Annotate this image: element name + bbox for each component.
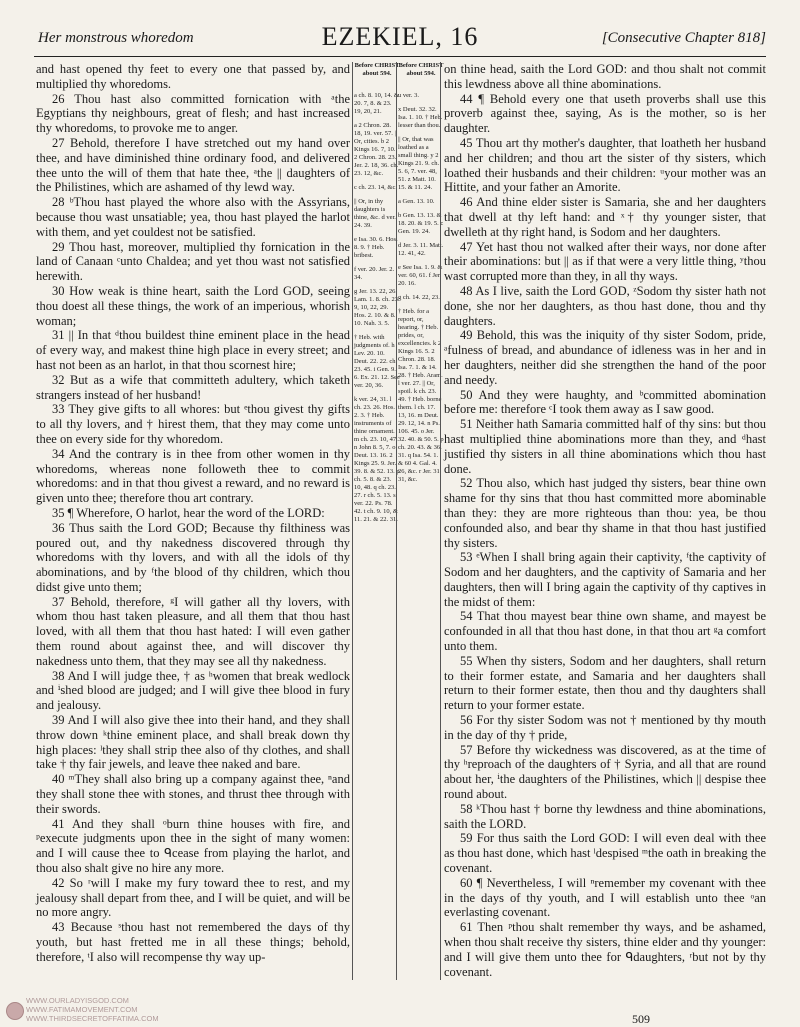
verse-paragraph: and hast opened thy feet to every one that passed by, and multiplied thy whoredoms. bbox=[36, 62, 350, 91]
cross-reference: g ch. 14. 22, 23. bbox=[398, 294, 440, 301]
cross-reference: || Or, that was loathed as a small thing. y 2 Kings 21. 9. ch. 5. 6, 7. ver. 48, 51. z Matt. 10. 15. & 11. 24. bbox=[398, 136, 440, 191]
running-head-right: [Consecutive Chapter 818] bbox=[601, 30, 766, 46]
page-header bbox=[28, 6, 772, 54]
verse-paragraph: 35 ¶ Wherefore, O harlot, hear the word of the LORD: bbox=[52, 505, 325, 520]
page-number: 509 bbox=[632, 1012, 650, 1026]
ref-head: Before CHRIST about 594. bbox=[398, 62, 444, 77]
verse-paragraph: 34 And the contrary is in thee from other women in thy whoredoms, whereas none followeth thee to commit whoredoms: and in that thou givest a reward, and no reward is given unto thee; therefore thou art contrary. bbox=[36, 446, 350, 506]
footer-links bbox=[26, 996, 159, 1023]
verse-paragraph: 40 ᵐThey shall also bring up a company against thee, ⁿand they shall stone thee with stones, and thrust thee through with their swords. bbox=[36, 772, 350, 816]
cross-reference: x Deut. 32. 32. Isa. 1. 10. † Heb. lesser than thou. bbox=[398, 106, 443, 129]
verse-paragraph: 39 And I will also give thee into their hand, and they shall throw down ᵏthine eminent place, and shall break down thy high places: ˡthey shall strip thee also of thy clothes, and shall take † thy fair jewels, and leave thee naked and bare. bbox=[36, 713, 350, 772]
right-text-column bbox=[444, 62, 766, 979]
ref-head: Before CHRIST about 594. bbox=[354, 62, 400, 77]
cross-reference: f ver. 20. Jer. 2. 34. bbox=[354, 266, 395, 281]
cross-reference: k ver. 24, 31. l ch. 23. 26. Hos. 2. 3. † Heb. instruments of thine ornament. m ch. 23. 10, 47. n John 8. 5, 7. o Deut. 13. 16. 2 Kings 25. 9. Jer. 39. 8. & 52. 13. p ch. 5. 8. & 23. 10, 48. q ch. 23. 27. r ch. 5. 13. s ver. 22. Ps. 78. 42. t ch. 9. 10, & 11. 21. & 22. 31. bbox=[354, 396, 400, 523]
verse-paragraph: 32 But as a wife that committeth adultery, which taketh strangers instead of her husband! bbox=[36, 372, 350, 402]
verse-paragraph: 57 Before thy wickedness was discovered, as at the time of thy ʰreproach of the daughters of † Syria, and all that are round about her, ⁱthe daughters of the Philistines, which || despise thee round about. bbox=[444, 742, 766, 802]
verse-paragraph: 60 ¶ Nevertheless, I will ⁿremember my covenant with thee in the days of thy youth, and I will establish unto thee ᵒan everlasting covenant. bbox=[444, 875, 766, 920]
verse-paragraph: 54 That thou mayest bear thine own shame, and mayest be confounded in all that thou hast done, in that thou art ᵍa comfort unto them. bbox=[444, 609, 766, 654]
left-text-column bbox=[36, 62, 350, 965]
verse-paragraph: 33 They give gifts to all whores: but ᵉthou givest thy gifts to all thy lovers, and † hirest them, that they may come unto thee on every side for thy whoredom. bbox=[36, 402, 350, 446]
cross-reference: † Heb. for a report, or, hearing. † Heb. prides, or, excellencies. k 2 Kings 16. 5. 2 Chron. 28. 18. Isa. 7. 1. & 14. 28. † Heb. Aram. l ver. 27. || Or, spoil. k ch. 23. 49. † Heb. borne them. l ch. 17. 13, 16. m Deut. 29. 12, 14. n Ps. 106. 45. o Jer. 32. 40. & 50. 5. p ch. 20. 43. & 36. 31. q Isa. 54. 1. & 60 4. Gal. 4. 26, &c. r Jer. 31. 31, &c. bbox=[398, 308, 444, 483]
verse-paragraph: 45 Thou art thy mother's daughter, that loatheth her husband and her children; and thou art the sister of thy sisters, which loathed their husbands and their children: ᵘyour mother was an Hittite, and your father an Amorite. bbox=[444, 135, 766, 195]
verse-paragraph: 27 Behold, therefore I have stretched out my hand over thee, and have diminished thine ordinary food, and delivered thee unto the will of them that hate thee, ᵃthe || daughters of the Philistines, which are ashamed of thy lewd way. bbox=[36, 135, 350, 195]
cross-reference: e Isa. 30. 6. Hos. 8. 9. † Heb. bribest. bbox=[354, 236, 398, 259]
verse-paragraph: 49 Behold, this was the iniquity of thy sister Sodom, pride, ᵃfulness of bread, and abundance of idleness was in her and in her daughters, neither did she strengthen the hand of the poor and needy. bbox=[444, 328, 766, 387]
verse-paragraph: 42 So ʳwill I make my fury toward thee to rest, and my jealousy shall depart from thee, and I will be quiet, and will be no more angry. bbox=[36, 875, 350, 920]
site-logo-icon bbox=[6, 1002, 24, 1020]
verse-paragraph: on thine head, saith the Lord GOD: and thou shalt not commit this lewdness above all thine abominations. bbox=[444, 62, 766, 91]
verse-paragraph: 59 For thus saith the Lord GOD: I will even deal with thee as thou hast done, which hast ˡdespised ᵐthe oath in breaking the covenant. bbox=[444, 831, 767, 876]
running-head-left: Her monstrous whoredom bbox=[38, 30, 194, 46]
verse-paragraph: 41 And they shall ᵒburn thine houses with fire, and ᵖexecute judgments upon thee in the sight of many women: and I will cause thee to ᑫcease from playing the harlot, and thou also shalt give no hire any more. bbox=[36, 816, 350, 876]
book-chapter-title: EZEKIEL, 16 bbox=[321, 22, 479, 51]
reference-column-2 bbox=[398, 62, 444, 490]
verse-paragraph: 51 Neither hath Samaria committed half of thy sins: but thou hast multiplied thine abominations more than they, and ᵈhast justified thy sisters in all thine abominations which thou hast done. bbox=[444, 417, 766, 476]
verse-paragraph: 56 For thy sister Sodom was not † mentioned by thy mouth in the day of thy † pride, bbox=[444, 713, 766, 742]
verse-paragraph: 31 || In that ᵈthou buildest thine eminent place in the head of every way, and makest thine high place in every street; and hast not been as an harlot, in that thou scornest hire; bbox=[36, 328, 350, 372]
verse-paragraph: 36 Thus saith the Lord GOD; Because thy filthiness was poured out, and thy nakedness discovered through thy whoredoms with thy lovers, and with all the idols of thy abominations, and by ᶠthe blood of thy children, which thou didst give unto them; bbox=[36, 520, 350, 594]
cross-reference: || Or, in thy daughters is thine, &c. d ver. 24. 39. bbox=[354, 198, 396, 229]
verse-paragraph: 44 ¶ Behold every one that useth proverbs shall use this proverb against thee, saying, As is the mother, so is her daughter. bbox=[444, 91, 766, 136]
verse-paragraph: 43 Because ˢthou hast not remembered the days of thy youth, but hast fretted me in all these things; behold, therefore, ᵗI also will recompense thy way up- bbox=[36, 920, 350, 964]
verse-paragraph: 61 Then ᵖthou shalt remember thy ways, and be ashamed, when thou shalt receive thy sisters, thine elder and thy younger: and I will give them unto thee for ᑫdaughters, ʳbut not by thy covenant. bbox=[444, 920, 766, 979]
verse-paragraph: 48 As I live, saith the Lord GOD, ᶻSodom thy sister hath not done, she nor her daughters, as thou hast done, thou and thy daughters. bbox=[444, 283, 766, 328]
cross-reference: a 2 Chron. 28. 18, 19. ver. 57. || Or, cities. b 2 Kings 16. 7, 10. 2 Chron. 28. 23. Jer. 2. 18, 36. ch. 23. 12, &c. bbox=[354, 122, 399, 177]
cross-reference: g Jer. 13. 22, 26. Lam. 1. 8. ch. 23. 9, 10, 22, 29. Hos. 2. 10. & 8. 10. Nah. 3. 5. bbox=[354, 288, 400, 327]
column-divider bbox=[440, 62, 441, 980]
verse-paragraph: 26 Thou hast also committed fornication with ᵃthe Egyptians thy neighbours, great of flesh; and hast increased thy whoredoms, to provoke me to anger. bbox=[36, 91, 350, 136]
column-divider bbox=[352, 62, 353, 980]
cross-reference: † Heb. with judgments of. h Lev. 20. 10. Deut. 22. 22. ch. 23. 45. i Gen. 9. 6. Ex. 21. 12. See ver. 20, 36. bbox=[354, 334, 400, 389]
footer-link[interactable]: WWW.THIRDSECRETOFFATIMA.COM bbox=[26, 1014, 159, 1023]
verse-paragraph: 53 ᵉWhen I shall bring again their captivity, ᶠthe captivity of Sodom and her daughters, and the captivity of Samaria and her daughters, then will I bring again the captivity of thy captives in the midst of them: bbox=[444, 550, 766, 609]
cross-reference: a Gen. 13. 10. bbox=[398, 198, 435, 205]
cross-reference: e See Isa. 1. 9. & ver. 60, 61. f Jer. 20. 16. bbox=[398, 264, 443, 287]
verse-paragraph: 37 Behold, therefore, ᵍI will gather all thy lovers, with whom thou hast taken pleasure, and all them that thou hast loved, with all them that thou hast hated: I will even gather them round about against thee, and will discover thy nakedness unto them, that they may see all thy nakedness. bbox=[36, 594, 350, 668]
cross-reference: c ch. 23. 14, &c. bbox=[354, 184, 397, 191]
footer-link[interactable]: WWW.OURLADYISGOD.COM bbox=[26, 996, 129, 1005]
verse-paragraph: 29 Thou hast, moreover, multiplied thy fornication in the land of Canaan ᶜunto Chaldea; and yet thou wast not satisfied herewith. bbox=[36, 239, 350, 284]
verse-paragraph: 52 Thou also, which hast judged thy sisters, bear thine own shame for thy sins that thou hast committed more abominable than they: they are more righteous than thou: yea, be thou confounded also, and bear thy shame in that thou hast justified thy sisters. bbox=[444, 476, 766, 550]
verse-paragraph: 38 And I will judge thee, † as ʰwomen that break wedlock and ⁱshed blood are judged; and I will give thee blood in fury and jealousy. bbox=[36, 668, 350, 713]
verse-paragraph: 46 And thine elder sister is Samaria, she and her daughters that dwell at thy left hand: and ˣ† thy younger sister, that dwelleth at thy right hand, is Sodom and her daughters. bbox=[444, 195, 766, 239]
verse-paragraph: 30 How weak is thine heart, saith the Lord GOD, seeing thou doest all these things, the work of an imperious, whorish woman; bbox=[36, 283, 350, 328]
header-rule bbox=[34, 56, 766, 57]
cross-reference: u ver. 3. bbox=[398, 92, 419, 99]
cross-reference: a ch. 8. 10, 14. & 20. 7, 8. & 23. 19, 20, 21. bbox=[354, 92, 399, 115]
column-divider bbox=[396, 62, 397, 980]
verse-paragraph: 58 ᵏThou hast † borne thy lewdness and thine abominations, saith the LORD. bbox=[444, 801, 766, 831]
cross-reference: b Gen. 13. 13. & 18. 20. & 19. 5. c Gen. 19. 24. bbox=[398, 212, 444, 235]
verse-paragraph: 55 When thy sisters, Sodom and her daughters, shall return to their former estate, and Samaria and her daughters shall return to their former estate, then thou and thy daughters shall return to your former estate. bbox=[444, 653, 766, 713]
verse-paragraph: 28 ᵇThou hast played the whore also with the Assyrians, because thou wast unsatiable; yea, thou hast played the harlot with them, and yet couldest not be satisfied. bbox=[36, 195, 350, 239]
verse-paragraph: 47 Yet hast thou not walked after their ways, nor done after their abominations: but || as if that were a very little thing, ʸthou wast corrupted more than they, in all thy ways. bbox=[444, 239, 766, 284]
footer-link[interactable]: WWW.FATIMAMOVEMENT.COM bbox=[26, 1005, 138, 1014]
cross-reference: d Jer. 3. 11. Matt. 12. 41, 42. bbox=[398, 242, 444, 257]
verse-paragraph: 50 And they were haughty, and ᵇcommitted abomination before me: therefore ᶜI took them away as I saw good. bbox=[444, 387, 766, 417]
reference-column-1 bbox=[354, 62, 400, 530]
